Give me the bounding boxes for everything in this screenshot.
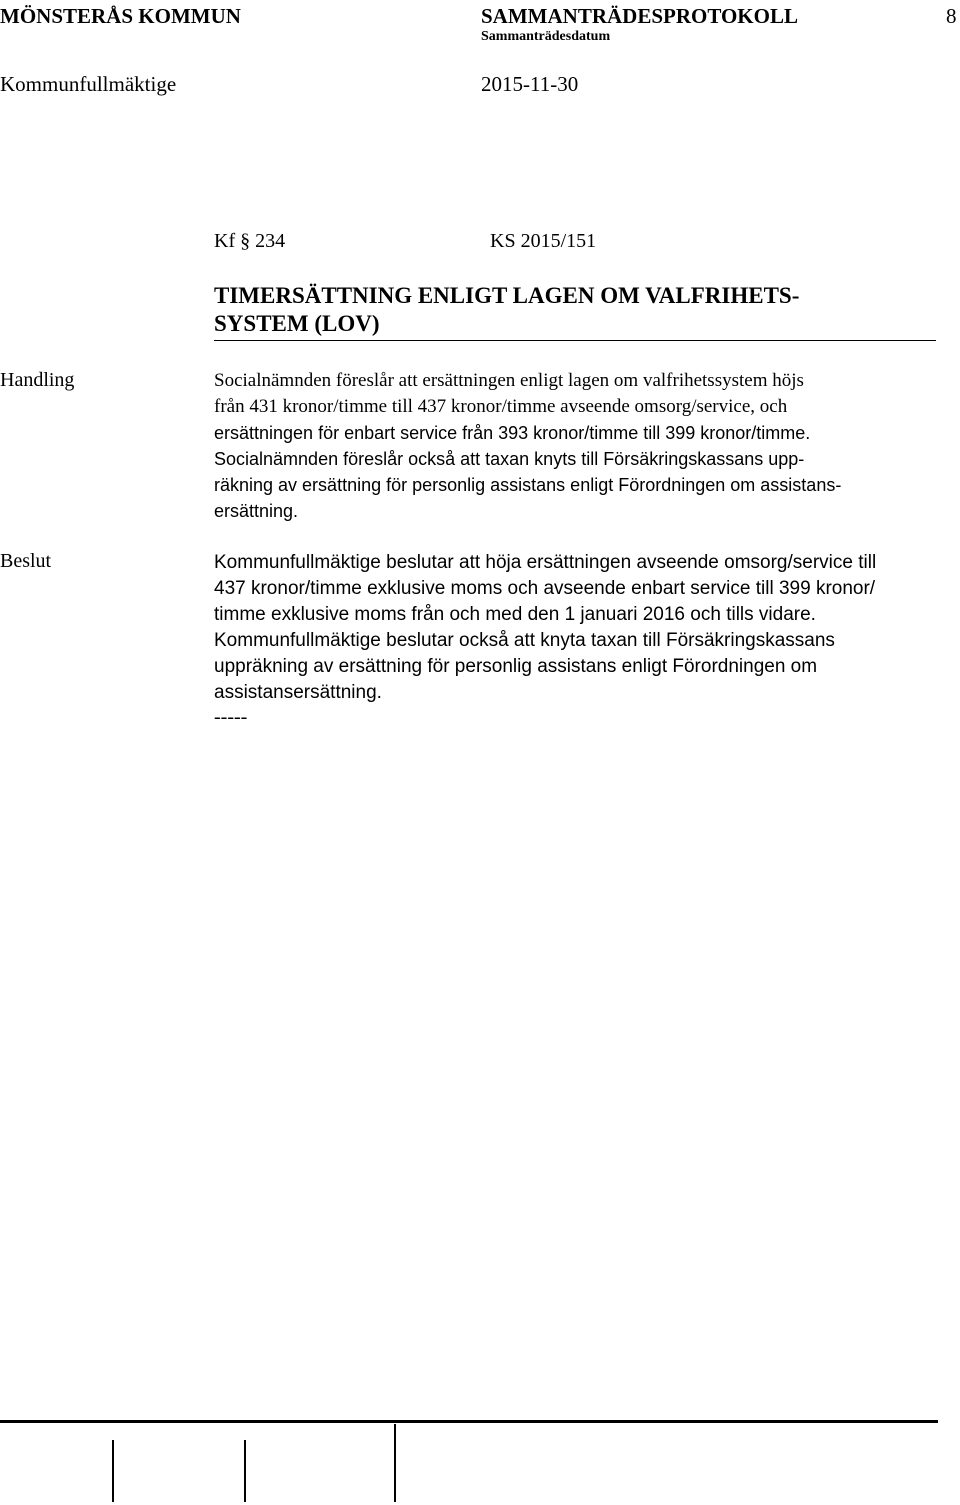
signature-divider <box>244 1440 246 1502</box>
handling-line: Socialnämnden föreslår också att taxan knyts till Försäkringskassans upp- <box>214 449 805 469</box>
matter-title <box>214 282 914 338</box>
organization-name: MÖNSTERÅS KOMMUN <box>0 4 241 28</box>
signature-divider <box>394 1424 396 1502</box>
decision-text <box>214 550 942 706</box>
decision-body: Kommunfullmäktige <box>0 72 177 96</box>
handling-line: från 431 kronor/timme till 437 kronor/timme avseende omsorg/service, och <box>214 396 788 417</box>
signature-divider <box>112 1440 114 1502</box>
footer-rule <box>0 1420 938 1423</box>
matter-title-line-2: SYSTEM (LOV) <box>214 311 380 336</box>
end-marker: ----- <box>214 706 248 728</box>
decision-line: uppräkning av ersättning för personlig assistans enligt Förordningen om <box>214 656 818 677</box>
document-type: SAMMANTRÄDESPROTOKOLL <box>481 4 798 28</box>
title-divider <box>214 340 936 341</box>
handling-line: Socialnämnden föreslår att ersättningen enligt lagen om valfrihetssystem höjs <box>214 370 804 391</box>
decision-line: timme exklusive moms från och med den 1 januari 2016 och tills vidare. <box>214 604 816 625</box>
decision-line: 437 kronor/timme exklusive moms och avseende enbart service till 399 kronor/ <box>214 578 876 599</box>
handling-line: ersättning. <box>214 501 299 521</box>
page-number: 8 <box>946 4 957 28</box>
decision-line: assistansersättning. <box>214 682 382 703</box>
diary-number: KS 2015/151 <box>490 230 597 252</box>
decision-label: Beslut <box>0 550 52 572</box>
paragraph-reference: Kf § 234 <box>214 230 286 252</box>
decision-line: Kommunfullmäktige beslutar att höja ersättningen avseende omsorg/service till <box>214 552 877 573</box>
matter-title-line-1: TIMERSÄTTNING ENLIGT LAGEN OM VALFRIHETS- <box>214 283 800 308</box>
handling-line: räkning av ersättning för personlig assistans enligt Förordningen om assistans- <box>214 475 842 495</box>
decision-line: Kommunfullmäktige beslutar också att knyta taxan till Försäkringskassans <box>214 630 835 651</box>
handling-line: ersättningen för enbart service från 393 kronor/timme till 399 kronor/timme. <box>214 423 811 443</box>
handling-text <box>214 368 942 524</box>
meeting-date-label: Sammanträdesdatum <box>481 29 611 44</box>
handling-label: Handling <box>0 369 75 391</box>
meeting-date: 2015-11-30 <box>481 72 579 96</box>
